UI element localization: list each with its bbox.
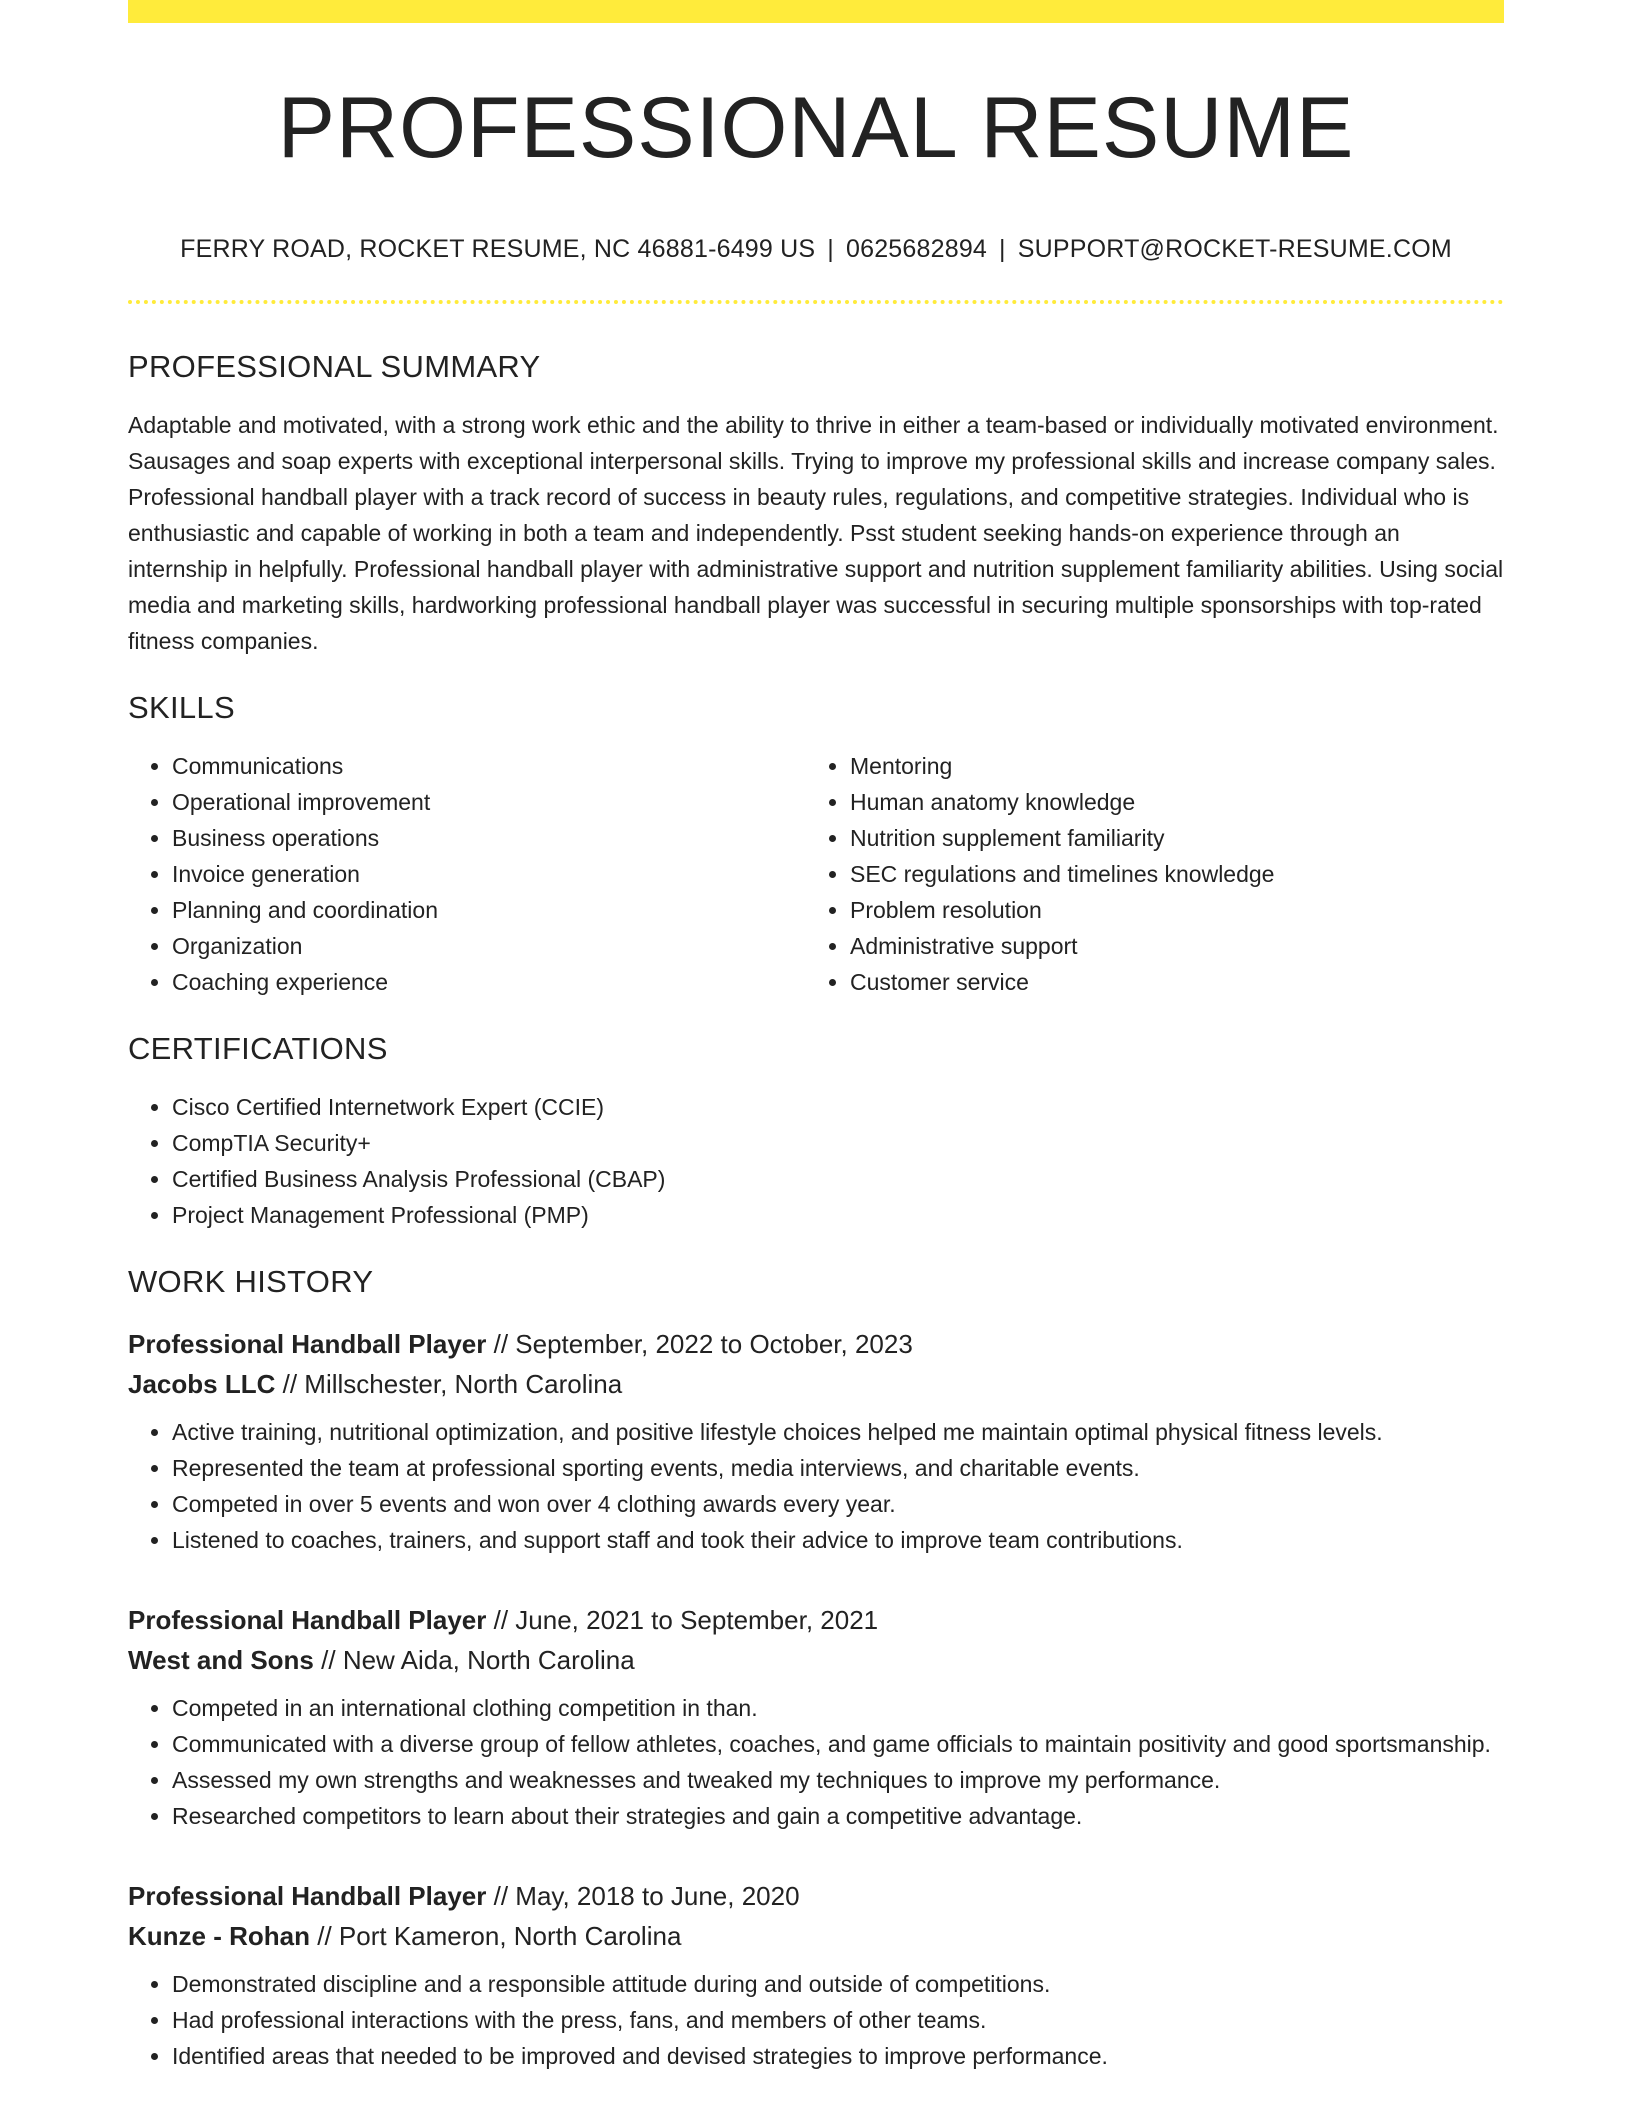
work-history-heading: WORK HISTORY [128,1264,374,1300]
dotted-divider [128,300,1504,304]
contact-separator: | [827,234,834,263]
skill-item: • SEC regulations and timelines knowledge [850,856,1490,892]
page-title: PROFESSIONAL RESUME [277,80,1355,176]
job-separator: // [493,1881,509,1912]
top-accent-bar [128,0,1504,23]
job-company: Kunze - Rohan [128,1921,310,1952]
skill-item: • Operational improvement [172,784,806,820]
skill-item: • Mentoring [850,748,1490,784]
job-title-line [128,1324,1504,1364]
job-company-line [128,1640,1504,1680]
job-separator: // [321,1645,336,1676]
job-company: Jacobs LLC [128,1369,276,1400]
certification-item: • CompTIA Security+ [172,1125,1504,1161]
job-location: Port Kameron, North Carolina [338,1921,682,1952]
job-company: West and Sons [128,1645,314,1676]
contact-email: SUPPORT@ROCKET-RESUME.COM [1017,234,1452,263]
resume-page [128,0,1504,2074]
summary-text: Adaptable and motivated, with a strong work ethic and the ability to thrive in either a team-based or individually motivated environment. Sausages and soap experts with exceptional interpersonal skills. Trying to improve my professional skills and increase company sales. Professional handball player with a track record of success in beauty rules, regulations, and competitive strategies. Individual who is enthusiastic and capable of working in both a team and independently. Psst student seeking hands-on experience through an internship in helpfully. Professional handball player with administrative support and nutrition supplement familiarity abilities. Using social media and marketing skills, hardworking professional handball player was successful in securing multiple sponsorships with top-rated fitness companies. [128,411,1504,654]
job-bullet: • Competed in over 5 events and won over 4 clothing awards every year. [172,1486,1504,1522]
certification-item: • Cisco Certified Internetwork Expert (CCIE) [172,1089,1504,1125]
certifications-heading: CERTIFICATIONS [128,1030,388,1066]
job-dates: June, 2021 to September, 2021 [515,1605,879,1636]
job-entry [128,1600,1504,1834]
job-entry [128,1324,1504,1558]
job-bullet: • Listened to coaches, trainers, and support staff and took their advice to improve team contributions. [172,1522,1504,1558]
skill-item: • Organization [172,928,806,964]
job-entry [128,1876,1504,2074]
skill-item: • Planning and coordination [172,892,806,928]
skill-item: • Communications [172,748,806,784]
job-title-line [128,1876,1504,1916]
skills-columns [128,748,1504,1000]
job-bullet: • Had professional interactions with the press, fans, and members of other teams. [172,2002,1504,2038]
contact-separator: | [999,234,1006,263]
job-bullet: • Communicated with a diverse group of fellow athletes, coaches, and game officials to maintain positivity and good sportsmanship. [172,1726,1504,1762]
certifications-list [128,1089,1504,1233]
skill-item: • Customer service [850,964,1490,1000]
job-dates: May, 2018 to June, 2020 [515,1881,800,1912]
skill-item: • Problem resolution [850,892,1490,928]
job-location: Millschester, North Carolina [304,1369,623,1400]
job-bullet: • Represented the team at professional sporting events, media interviews, and charitable events. [172,1450,1504,1486]
skills-list-left [128,748,806,1000]
skill-item: • Business operations [172,820,806,856]
contact-address: FERRY ROAD, ROCKET RESUME, NC 46881-6499 US [180,234,816,263]
skill-item: • Coaching experience [172,964,806,1000]
job-company-line [128,1916,1504,1956]
job-bullet: • Assessed my own strengths and weaknesses and tweaked my techniques to improve my performance. [172,1762,1504,1798]
certification-item: • Project Management Professional (PMP) [172,1197,1504,1233]
job-dates: September, 2022 to October, 2023 [515,1329,913,1360]
job-separator: // [317,1921,332,1952]
job-title: Professional Handball Player [128,1881,487,1912]
skill-item: • Administrative support [850,928,1490,964]
skill-item: • Invoice generation [172,856,806,892]
job-bullet: • Identified areas that needed to be improved and devised strategies to improve performance. [172,2038,1504,2074]
job-bullets [128,1966,1504,2074]
skills-heading: SKILLS [128,689,235,725]
certification-item: • Certified Business Analysis Professional (CBAP) [172,1161,1504,1197]
skills-list-right [806,748,1490,1000]
job-company-line [128,1364,1504,1404]
job-location: New Aida, North Carolina [342,1645,635,1676]
job-separator: // [282,1369,298,1400]
job-bullets [128,1690,1504,1834]
job-bullet: • Active training, nutritional optimization, and positive lifestyle choices helped me maintain optimal physical fitness levels. [172,1414,1504,1450]
job-bullet: • Competed in an international clothing competition in than. [172,1690,1504,1726]
job-title: Professional Handball Player [128,1329,487,1360]
skill-item: • Human anatomy knowledge [850,784,1490,820]
summary-heading: PROFESSIONAL SUMMARY [128,348,541,384]
contact-line [128,234,1504,264]
job-separator: // [493,1605,509,1636]
skill-item: • Nutrition supplement familiarity [850,820,1490,856]
job-separator: // [493,1329,509,1360]
job-title: Professional Handball Player [128,1605,487,1636]
job-bullets [128,1414,1504,1558]
job-bullet: • Demonstrated discipline and a responsible attitude during and outside of competitions. [172,1966,1504,2002]
contact-phone: 0625682894 [846,234,988,263]
job-title-line [128,1600,1504,1640]
job-bullet: • Researched competitors to learn about their strategies and gain a competitive advantage. [172,1798,1504,1834]
